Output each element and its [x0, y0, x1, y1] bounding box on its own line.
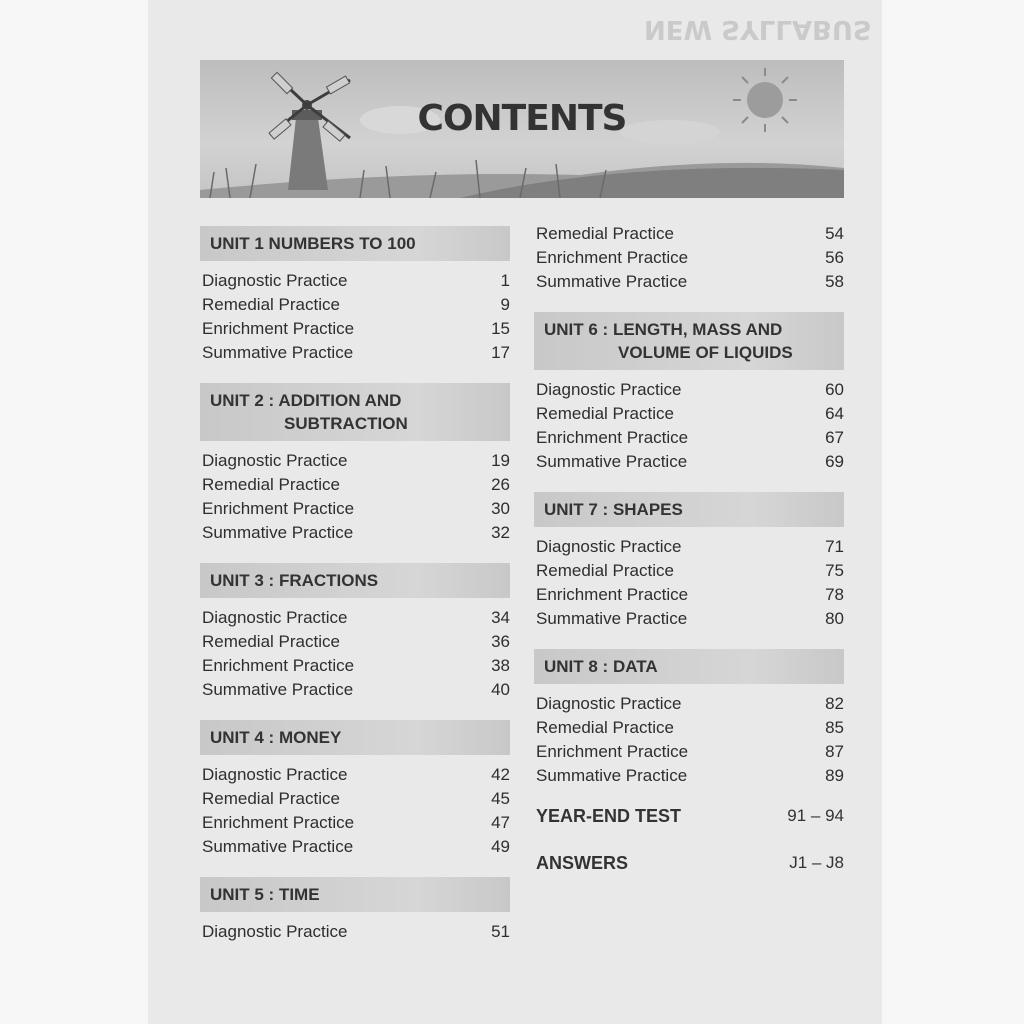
contents-entry [534, 222, 844, 246]
entry-page-number: 51 [491, 922, 510, 941]
entry-page-number: 15 [491, 319, 510, 338]
contents-entry [534, 246, 844, 270]
contents-entry [200, 920, 510, 944]
contents-entry [534, 270, 844, 294]
entry-label: Diagnostic Practice [202, 765, 348, 784]
entry-page-number: 47 [491, 813, 510, 832]
contents-entry [200, 630, 510, 654]
contents-right-column [534, 222, 844, 874]
contents-entry [534, 402, 844, 426]
contents-entry [200, 521, 510, 545]
contents-entry [534, 740, 844, 764]
unit-section [200, 226, 510, 365]
unit-heading [534, 649, 844, 684]
entry-label: Diagnostic Practice [202, 922, 348, 941]
contents-entry [534, 535, 844, 559]
entry-label: Enrichment Practice [536, 428, 689, 447]
contents-entry [534, 450, 844, 474]
entry-label: Remedial Practice [536, 224, 674, 243]
unit-heading [534, 492, 844, 527]
entry-page-number: 67 [825, 428, 844, 447]
unit-heading-line1: UNIT 1 NUMBERS TO 100 [210, 234, 416, 253]
unit-heading [200, 383, 510, 441]
entry-page-number: 54 [825, 224, 844, 243]
entry-page-number: 26 [491, 475, 510, 494]
entry-label: Remedial Practice [202, 475, 340, 494]
unit-section [534, 312, 844, 474]
unit-heading [534, 312, 844, 370]
entry-label: Enrichment Practice [536, 742, 689, 761]
contents-entry [200, 763, 510, 787]
entry-label: Summative Practice [202, 523, 354, 542]
contents-banner [200, 60, 844, 198]
entry-label: Diagnostic Practice [202, 271, 348, 290]
entry-label: Summative Practice [536, 272, 688, 291]
entry-page-number: 49 [491, 837, 510, 856]
entry-page-number: 36 [491, 632, 510, 651]
contents-entry [200, 341, 510, 365]
entry-label: Enrichment Practice [202, 319, 355, 338]
entry-page-number: 75 [825, 561, 844, 580]
unit-heading [200, 877, 510, 912]
entry-page-number: 40 [491, 680, 510, 699]
contents-entry [200, 606, 510, 630]
entry-page-number: 34 [491, 608, 510, 627]
contents-left-column [200, 226, 510, 962]
contents-entry [200, 654, 510, 678]
entry-label: Summative Practice [536, 452, 688, 471]
unit-heading [200, 563, 510, 598]
contents-entry [200, 835, 510, 859]
entry-page-number: 82 [825, 694, 844, 713]
entry-page-number: 32 [491, 523, 510, 542]
entry-label: Summative Practice [202, 837, 354, 856]
entry-label: YEAR-END TEST [536, 806, 682, 826]
entry-label: Summative Practice [536, 609, 688, 628]
entry-page-number: 42 [491, 765, 510, 784]
entry-label: Enrichment Practice [536, 248, 689, 267]
contents-entry [534, 764, 844, 788]
entry-label: Remedial Practice [536, 718, 674, 737]
unit-heading [200, 226, 510, 261]
unit-heading-line1: UNIT 5 : TIME [210, 885, 320, 904]
entry-label: Summative Practice [202, 680, 354, 699]
contents-entry [200, 473, 510, 497]
unit-section [200, 877, 510, 944]
entry-page-number: 69 [825, 452, 844, 471]
unit-heading [200, 720, 510, 755]
entry-page-number: 38 [491, 656, 510, 675]
unit-section [200, 383, 510, 545]
unit-section [200, 720, 510, 859]
entry-page-number: 78 [825, 585, 844, 604]
unit-heading-line1: UNIT 4 : MONEY [210, 728, 342, 747]
entry-label: Diagnostic Practice [202, 451, 348, 470]
entry-page-number: 80 [825, 609, 844, 628]
contents-entry [200, 317, 510, 341]
contents-entry [534, 559, 844, 583]
entry-page-number: 56 [825, 248, 844, 267]
entry-page-number: 64 [825, 404, 844, 423]
unit-heading-line2: VOLUME OF LIQUIDS [618, 343, 793, 362]
entry-label: Diagnostic Practice [536, 537, 682, 556]
entry-page-number: 9 [500, 295, 510, 314]
contents-entry [534, 378, 844, 402]
entry-page-number: 89 [825, 766, 844, 785]
entry-page-number: 91 – 94 [787, 806, 844, 825]
entry-label: Enrichment Practice [202, 656, 355, 675]
entry-page-number: 1 [500, 271, 510, 290]
entry-label: ANSWERS [536, 853, 629, 873]
entry-page-number: 30 [491, 499, 510, 518]
entry-page-number: J1 – J8 [789, 853, 844, 872]
answers-entry [534, 853, 844, 874]
year-end-test-entry [534, 806, 844, 827]
unit-heading-line2: SUBTRACTION [284, 414, 408, 433]
entry-label: Remedial Practice [202, 632, 340, 651]
entry-label: Summative Practice [202, 343, 354, 362]
mirrored-syllabus-text: NEW SYLLABUS [644, 14, 872, 44]
contents-entry [200, 811, 510, 835]
contents-entry [200, 678, 510, 702]
entry-label: Remedial Practice [202, 789, 340, 808]
entry-label: Enrichment Practice [202, 813, 355, 832]
contents-entry [534, 716, 844, 740]
entry-page-number: 71 [825, 537, 844, 556]
entry-label: Enrichment Practice [202, 499, 355, 518]
unit-heading-line1: UNIT 6 : LENGTH, MASS AND [544, 320, 783, 339]
unit-section [200, 563, 510, 702]
entry-page-number: 19 [491, 451, 510, 470]
contents-entry [534, 692, 844, 716]
entry-page-number: 17 [491, 343, 510, 362]
unit-heading-line1: UNIT 3 : FRACTIONS [210, 571, 379, 590]
entry-label: Remedial Practice [536, 561, 674, 580]
entry-page-number: 58 [825, 272, 844, 291]
unit-heading-line1: UNIT 2 : ADDITION AND [210, 391, 402, 410]
page-title: CONTENTS [417, 98, 627, 139]
contents-entry [534, 426, 844, 450]
entry-label: Diagnostic Practice [536, 380, 682, 399]
entry-page-number: 45 [491, 789, 510, 808]
entry-page-number: 60 [825, 380, 844, 399]
entry-page-number: 87 [825, 742, 844, 761]
entry-page-number: 85 [825, 718, 844, 737]
entry-label: Enrichment Practice [536, 585, 689, 604]
entry-label: Remedial Practice [536, 404, 674, 423]
unit5-continuation [534, 222, 844, 294]
entry-label: Diagnostic Practice [536, 694, 682, 713]
entry-label: Remedial Practice [202, 295, 340, 314]
entry-label: Summative Practice [536, 766, 688, 785]
unit-heading-line1: UNIT 7 : SHAPES [544, 500, 683, 519]
contents-entry [200, 497, 510, 521]
contents-entry [200, 293, 510, 317]
contents-entry [534, 583, 844, 607]
contents-entry [534, 607, 844, 631]
unit-section [534, 649, 844, 788]
entry-label: Diagnostic Practice [202, 608, 348, 627]
unit-section [534, 492, 844, 631]
contents-entry [200, 449, 510, 473]
unit-heading-line1: UNIT 8 : DATA [544, 657, 658, 676]
contents-entry [200, 787, 510, 811]
contents-entry [200, 269, 510, 293]
